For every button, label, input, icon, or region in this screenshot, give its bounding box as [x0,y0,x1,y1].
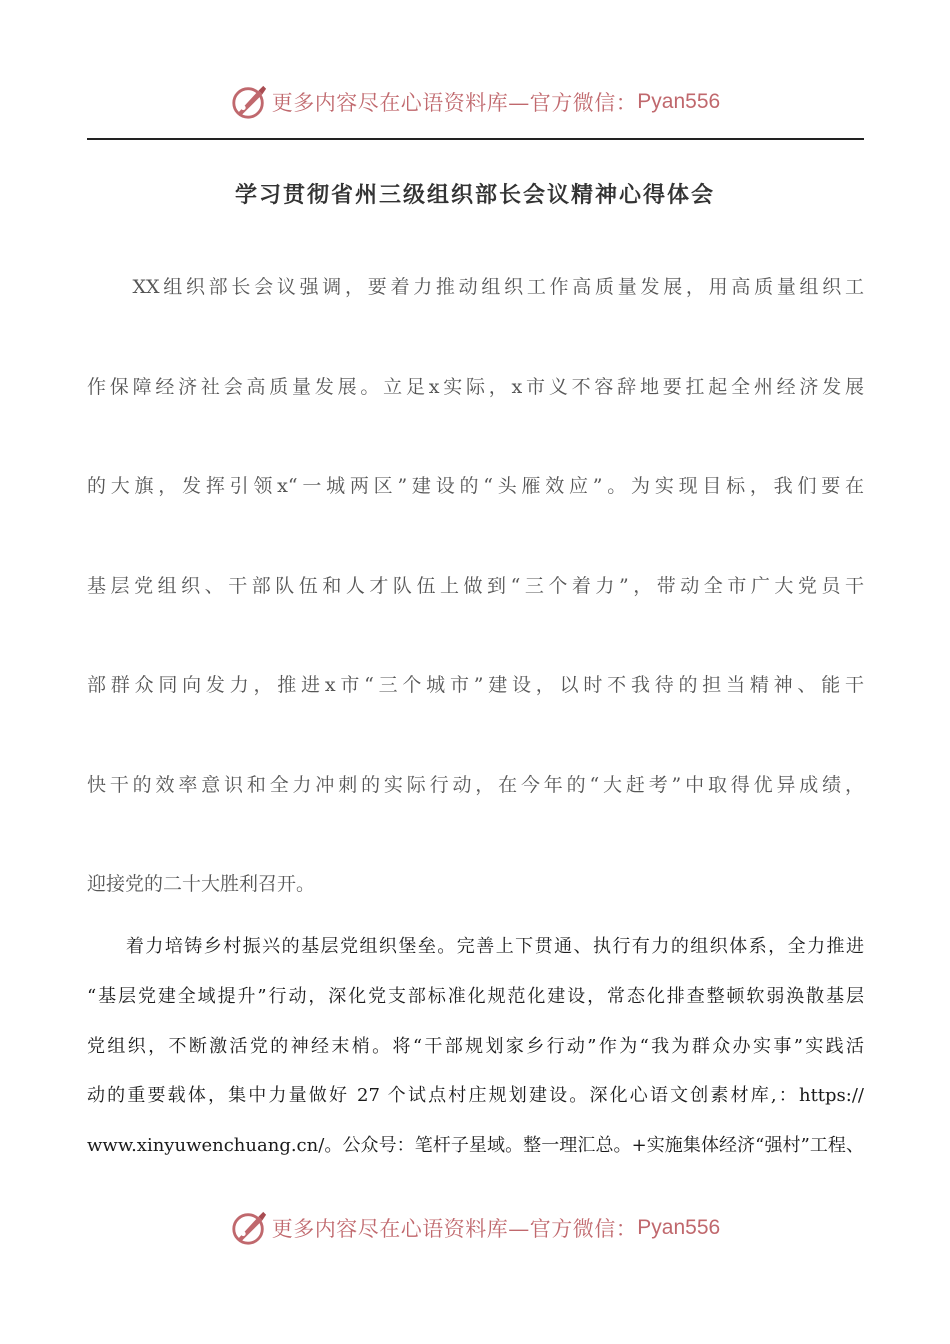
text-line: 快干的效率意识和全力冲刺的实际行动，在今年的“大赶考”中取得优异成绩， [87,773,864,796]
text-line: www.xinyuwenchuang.cn/。公众号：笔杆子星域。整一理汇总。+实施集体经济“强村”工程、 [87,1135,864,1157]
header-banner [0,80,950,124]
text-line: “基层党建全域提升”行动，深化党支部标准化规范化建设，常态化排查整顿软弱涣散基层 [87,985,864,1007]
footer-wechat-id: Pyan556 [637,1216,721,1239]
paragraph-1 [87,262,864,959]
text-line: 党组织，不断激活党的神经末梢。将“干部规划家乡行动”作为“我为群众办实事”实践活 [87,1035,864,1057]
text-line: 部群众同向发力，推进x市“三个城市”建设，以时不我待的担当精神、能干 [87,674,864,696]
pen-logo-icon [230,1209,268,1247]
text-line: 迎接党的二十大胜利召开。 [87,873,316,895]
text-line: 动的重要载体，集中力量做好 27 个试点村庄规划建设。深化心语文创素材库,：https:// [87,1085,864,1107]
footer-banner-text: 更多内容尽在心语资料库—官方微信： [271,1217,638,1241]
text-line: 的大旗，发挥引领x“一城两区”建设的“头雁效应”。为实现目标，我们要在 [87,475,864,497]
banner-text: 更多内容尽在心语资料库—官方微信： [271,91,638,115]
text-line: 作保障经济社会高质量发展。立足x实际，x市义不容辞地要扛起全州经济发展 [87,375,864,398]
wechat-id: Pyan556 [637,90,721,113]
paragraph-2 [87,927,864,1176]
text-line: 着力培铸乡村振兴的基层党组织堡垒。完善上下贯通、执行有力的组织体系，全力推进 [87,936,864,957]
text-line: XX组织部长会议强调，要着力推动组织工作高质量发展，用高质量组织工 [87,276,864,298]
page-title: 学习贯彻省州三级组织部长会议精神心得体会 [234,183,715,208]
pen-logo-icon [230,83,268,121]
header-divider [87,138,864,140]
text-line: 基层党组织、干部队伍和人才队伍上做到“三个着力”，带动全市广大党员干 [87,574,864,597]
footer-banner [0,1206,950,1250]
